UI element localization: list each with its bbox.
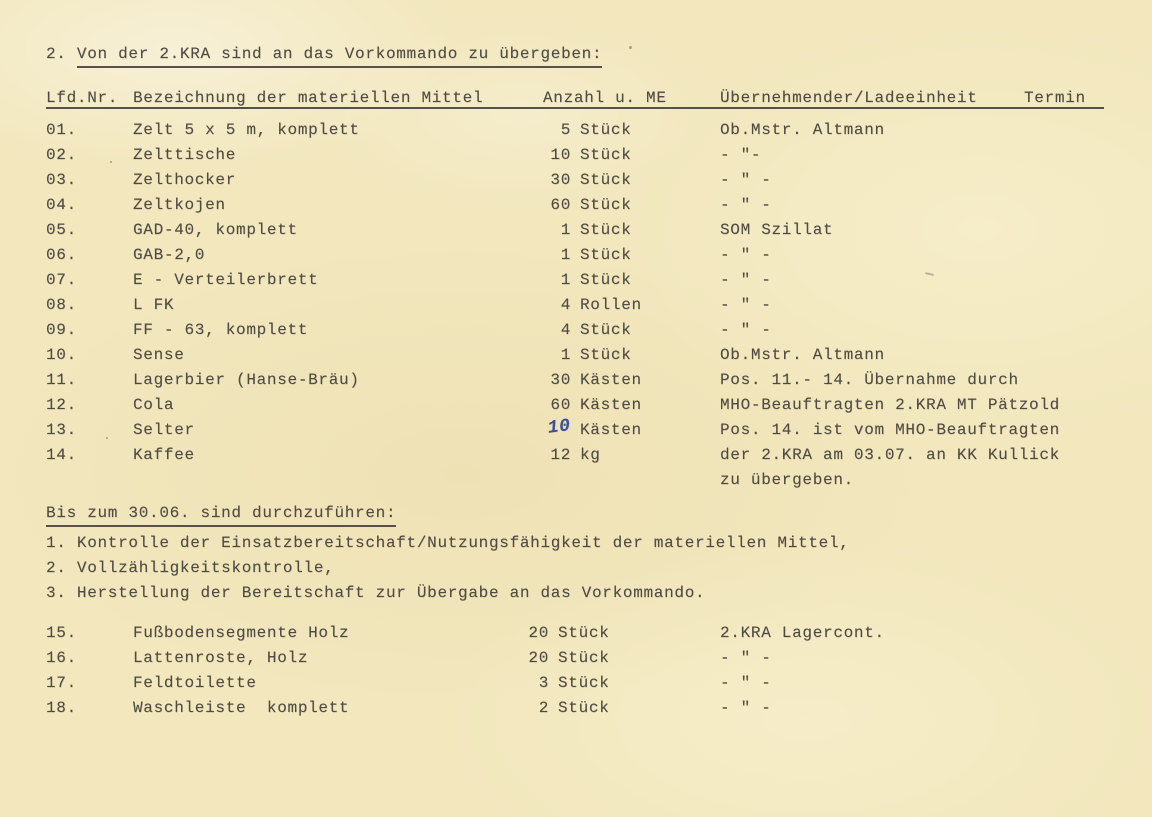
item-name: Waschleiste komplett [133,699,350,717]
item-name: Zelttische [133,146,237,164]
quantity-unit: Kästen [580,371,642,389]
item-name: Kaffee [133,446,195,464]
quantity-value: 10 [546,416,572,439]
table-row [0,293,1152,318]
table-row [0,118,1152,143]
quantity-unit: Stück [558,674,610,692]
receiver-text: Ob.Mstr. Altmann [720,346,885,364]
table-row [0,193,1152,218]
receiver-text: - " - [720,271,772,289]
row-number: 15. [46,624,77,642]
col-termin: Termin [1024,89,1086,107]
table-row [0,671,1152,696]
table-row [0,143,1152,168]
receiver-text: - "- [720,146,762,164]
receiver-text: MHO-Beauftragten 2.KRA MT Pätzold [720,396,1060,414]
task-item: 1. Kontrolle der Einsatzbereitschaft/Nutzungsfähigkeit der materiellen Mittel, [46,534,850,552]
receiver-text: SOM Szillat [720,221,834,239]
header-rule [46,107,1104,109]
ink-mark [617,351,619,355]
quantity-value: 4 [560,296,571,314]
quantity-unit: Stück [580,221,632,239]
item-name: Zelthocker [133,171,237,189]
row-number: 14. [46,446,77,464]
table-row [0,343,1152,368]
quantity-unit: Stück [580,121,632,139]
col-bezeichnung: Bezeichnung der materiellen Mittel [133,89,484,107]
quantity-value: 10 [550,146,571,164]
quantity-unit: Stück [580,146,632,164]
receiver-text: - " - [720,649,772,667]
row-number: 13. [46,421,77,439]
ink-mark [110,161,112,163]
table-row [0,393,1152,418]
item-name: FF - 63, komplett [133,321,309,339]
item-name: GAB-2,0 [133,246,206,264]
col-uebernehmender: Übernehmender/Ladeeinheit [720,89,978,107]
receiver-text: - " - [720,699,772,717]
quantity-unit: Stück [580,346,632,364]
table2 [0,621,1152,721]
quantity-value: 2 [538,699,549,717]
receiver-text: - " - [720,196,772,214]
quantity-unit: Stück [580,246,632,264]
quantity-value: 1 [560,271,571,289]
table-row [0,696,1152,721]
quantity-value: 1 [560,221,571,239]
quantity-unit: Stück [580,196,632,214]
quantity-unit: Kästen [580,421,642,439]
col-lfd-nr: Lfd.Nr. [46,89,119,107]
table-row [0,243,1152,268]
receiver-text: zu übergeben. [720,471,854,489]
row-number: 09. [46,321,77,339]
row-number: 03. [46,171,77,189]
table-row [0,468,1152,493]
row-number: 06. [46,246,77,264]
receiver-text: - " - [720,296,772,314]
receiver-text: - " - [720,321,772,339]
col-anzahl-me: Anzahl u. ME [543,89,667,107]
table-row [0,368,1152,393]
row-number: 05. [46,221,77,239]
receiver-text: Pos. 11.- 14. Übernahme durch [720,371,1019,389]
receiver-text: - " - [720,246,772,264]
table1 [0,118,1152,493]
task-item: 2. Vollzähligkeitskontrolle, [46,559,335,577]
item-name: L FK [133,296,175,314]
item-name: Feldtoilette [133,674,257,692]
quantity-unit: Stück [558,624,610,642]
item-name: Cola [133,396,175,414]
row-number: 01. [46,121,77,139]
table-row [0,268,1152,293]
table-row [0,418,1152,443]
receiver-text: der 2.KRA am 03.07. an KK Kullick [720,446,1060,464]
row-number: 04. [46,196,77,214]
quantity-value: 5 [560,121,571,139]
section2-title: Bis zum 30.06. sind durchzuführen: [46,504,396,527]
item-name: E - Verteilerbrett [133,271,319,289]
quantity-value: 12 [550,446,571,464]
table-row [0,646,1152,671]
receiver-text: 2.KRA Lagercont. [720,624,885,642]
item-name: GAD-40, komplett [133,221,298,239]
receiver-text: - " - [720,674,772,692]
quantity-unit: kg [580,446,601,464]
row-number: 17. [46,674,77,692]
row-number: 18. [46,699,77,717]
quantity-unit: Kästen [580,396,642,414]
ink-mark [106,437,108,439]
quantity-unit: Rollen [580,296,642,314]
item-name: Zeltkojen [133,196,226,214]
table-row [0,168,1152,193]
row-number: 16. [46,649,77,667]
quantity-unit: Stück [580,321,632,339]
quantity-value: 1 [560,246,571,264]
quantity-value: 20 [528,649,549,667]
quantity-value: 60 [550,196,571,214]
table-row [0,621,1152,646]
task-list [46,531,850,606]
item-name: Zelt 5 x 5 m, komplett [133,121,360,139]
quantity-value: 20 [528,624,549,642]
task-item: 3. Herstellung der Bereitschaft zur Übergabe an das Vorkommando. [46,584,706,602]
quantity-value: 30 [550,171,571,189]
table-row [0,218,1152,243]
quantity-value: 60 [550,396,571,414]
row-number: 02. [46,146,77,164]
ink-mark [629,46,632,49]
quantity-unit: Stück [580,171,632,189]
quantity-value: 4 [560,321,571,339]
item-name: Lagerbier (Hanse-Bräu) [133,371,360,389]
section1-number: 2. [46,45,77,63]
quantity-unit: Stück [558,699,610,717]
row-number: 10. [46,346,77,364]
item-name: Lattenroste, Holz [133,649,309,667]
table-row [0,318,1152,343]
section2-heading [46,503,396,523]
quantity-unit: Stück [580,271,632,289]
item-name: Selter [133,421,195,439]
receiver-text: - " - [720,171,772,189]
table-row [0,443,1152,468]
quantity-unit: Stück [558,649,610,667]
section1-title: Von der 2.KRA sind an das Vorkommando zu übergeben: [77,45,602,68]
row-number: 07. [46,271,77,289]
row-number: 11. [46,371,77,389]
section1-heading [46,44,602,64]
quantity-value: 1 [560,346,571,364]
item-name: Fußbodensegmente Holz [133,624,350,642]
quantity-value: 30 [550,371,571,389]
row-number: 12. [46,396,77,414]
quantity-value: 3 [538,674,549,692]
receiver-text: Pos. 14. ist vom MHO-Beauftragten [720,421,1060,439]
row-number: 08. [46,296,77,314]
item-name: Sense [133,346,185,364]
receiver-text: Ob.Mstr. Altmann [720,121,885,139]
